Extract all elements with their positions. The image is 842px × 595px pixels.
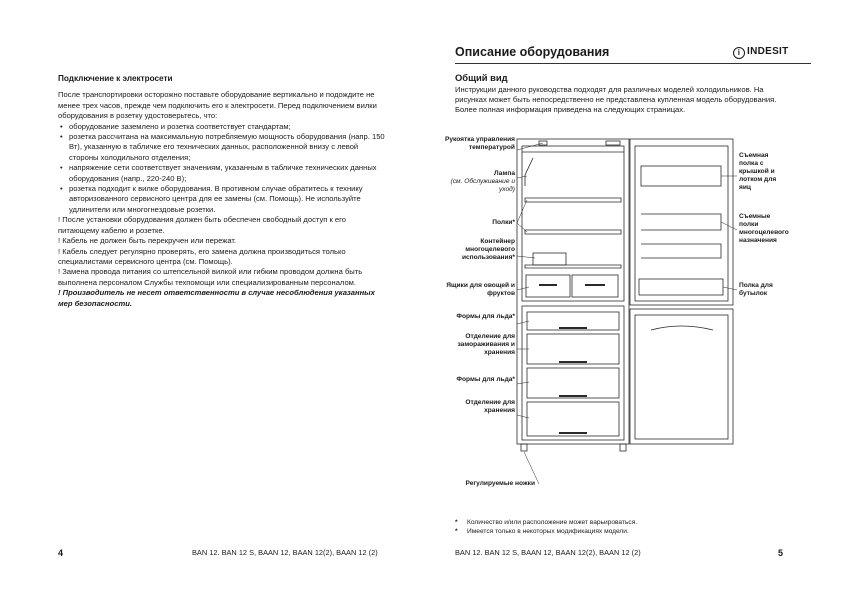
- footnote: * Количество и/или расположение может варьироваться.: [455, 519, 638, 526]
- bottle-shelf: [639, 279, 723, 295]
- door-shelf: [641, 244, 721, 258]
- freezer-compartment: [522, 306, 624, 440]
- page-number: 5: [778, 548, 784, 558]
- list-item: • розетка подходит к вилке оборудования. В противном случае обратитесь к технику авторизованного сервисного центра для ее замены (см. Помощь). Не используйте удлинители или многогнездовые розетки.: [58, 184, 388, 215]
- freezer-door-seal: [651, 326, 713, 330]
- fridge-compartment: [522, 146, 624, 301]
- intro-paragraph: После транспортировки осторожно поставьте оборудование вертикально и подождите не менее трех часов, прежде чем подключить его к электросети. Перед подключением вилки оборудования в розетку удостоверьтесь, что:: [58, 90, 377, 121]
- label-bottle-shelf: Полка для бутылок: [739, 282, 773, 297]
- shelf: [525, 198, 621, 202]
- label-thermostat: Рукоятка управления температурой: [444, 136, 515, 151]
- shelf: [525, 230, 621, 234]
- section-heading: Подключение к электросети: [58, 74, 173, 83]
- logo-icon: i: [733, 47, 745, 59]
- checklist: [58, 122, 388, 216]
- shelf: [525, 265, 621, 268]
- intro-paragraph: Инструкции данного руководства подходят для различных моделей холодильников. На рисунках может быть непосредственно не представлена купленная модель оборудования. Более полная информация приведена на следующих страницах.: [455, 85, 777, 114]
- label-ice-trays: Формы для льда*: [456, 313, 515, 320]
- footer-models: BAN 12. BAN 12 S, BAAN 12, BAAN 12(2), BAAN 12 (2): [192, 548, 378, 557]
- electrical-section: [58, 74, 388, 309]
- freezer-drawer-1: [527, 334, 619, 364]
- fridge-door: [630, 139, 733, 305]
- label-lamp-note: (см. Обслуживание и уход): [450, 178, 515, 193]
- warning-text: ! Кабель не должен быть перекручен или пережат.: [58, 236, 237, 246]
- footer-models: BAN 12. BAN 12 S, BAAN 12, BAAN 12(2), BAAN 12 (2): [455, 548, 641, 557]
- page-number: 4: [58, 548, 64, 558]
- label-lamp: [445, 170, 515, 194]
- list-item: • оборудование заземлено и розетка соответствует стандартам;: [58, 122, 388, 132]
- list-item: • розетка рассчитана на максимальную потребляемую мощность оборудования (напр. 150 Вт), указанную в табличке его технических данных, расположенной внизу с левой стороны холодильного отделения;: [58, 132, 388, 163]
- foot-right: [620, 444, 626, 451]
- label-storage-compartment: Отделение для хранения: [465, 399, 515, 414]
- footnotes: [455, 518, 637, 536]
- lamp-housing: [525, 158, 533, 186]
- freezer-door: [630, 309, 733, 444]
- freezer-drawer-3: [527, 402, 619, 436]
- label-shelves: Полки*: [492, 219, 515, 226]
- page-title: Описание оборудования: [455, 45, 610, 59]
- footnote: * Имеется только в некоторых модификациях модели.: [455, 528, 629, 535]
- list-item: • напряжение сети соответствует значениям, указанным в табличке технических данных оборудования (напр., 220-240 В);: [58, 163, 388, 184]
- logo-text: INDESIT: [747, 46, 789, 57]
- label-door-shelves: Съемные полки многоцелевого назначения: [739, 213, 789, 244]
- label-ice-trays: Формы для льда*: [456, 376, 515, 383]
- egg-shelf: [641, 166, 721, 186]
- label-lamp-title: Лампа: [494, 170, 515, 177]
- door-shelf: [641, 214, 721, 230]
- disclaimer: ! Производитель не несет ответственности в случае несоблюдения указанных мер безопасности.: [58, 288, 375, 308]
- freezer-drawer-2: [527, 368, 619, 398]
- label-crispers: Ящики для овощей и фруктов: [446, 282, 515, 297]
- warning-text: ! Кабель следует регулярно проверять, его замена должна производиться только специалистами сервисного центра (см. Помощь).: [58, 246, 346, 266]
- warning-text: ! Замена провода питания со штепсельной вилкой или гибким проводом должна быть выполнена персоналом Службы техпомощи или специализированным персоналом.: [58, 267, 363, 287]
- section-subtitle: Общий вид: [455, 72, 508, 83]
- multi-container: [533, 253, 566, 265]
- right-page: [421, 0, 842, 595]
- label-egg-shelf: Съемная полка с крышкой и лотком для яиц: [739, 152, 777, 191]
- foot-left: [521, 444, 527, 451]
- label-feet: Регулируемые ножки: [465, 480, 535, 487]
- label-multi-container: Контейнер многоцелевого использования*: [461, 238, 515, 261]
- warning-text: ! После установки оборудования должен быть обеспечен свободный доступ к его питающему кабелю и розетке.: [58, 215, 346, 235]
- label-freeze-compartment: Отделение для замораживания и хранения: [457, 333, 515, 356]
